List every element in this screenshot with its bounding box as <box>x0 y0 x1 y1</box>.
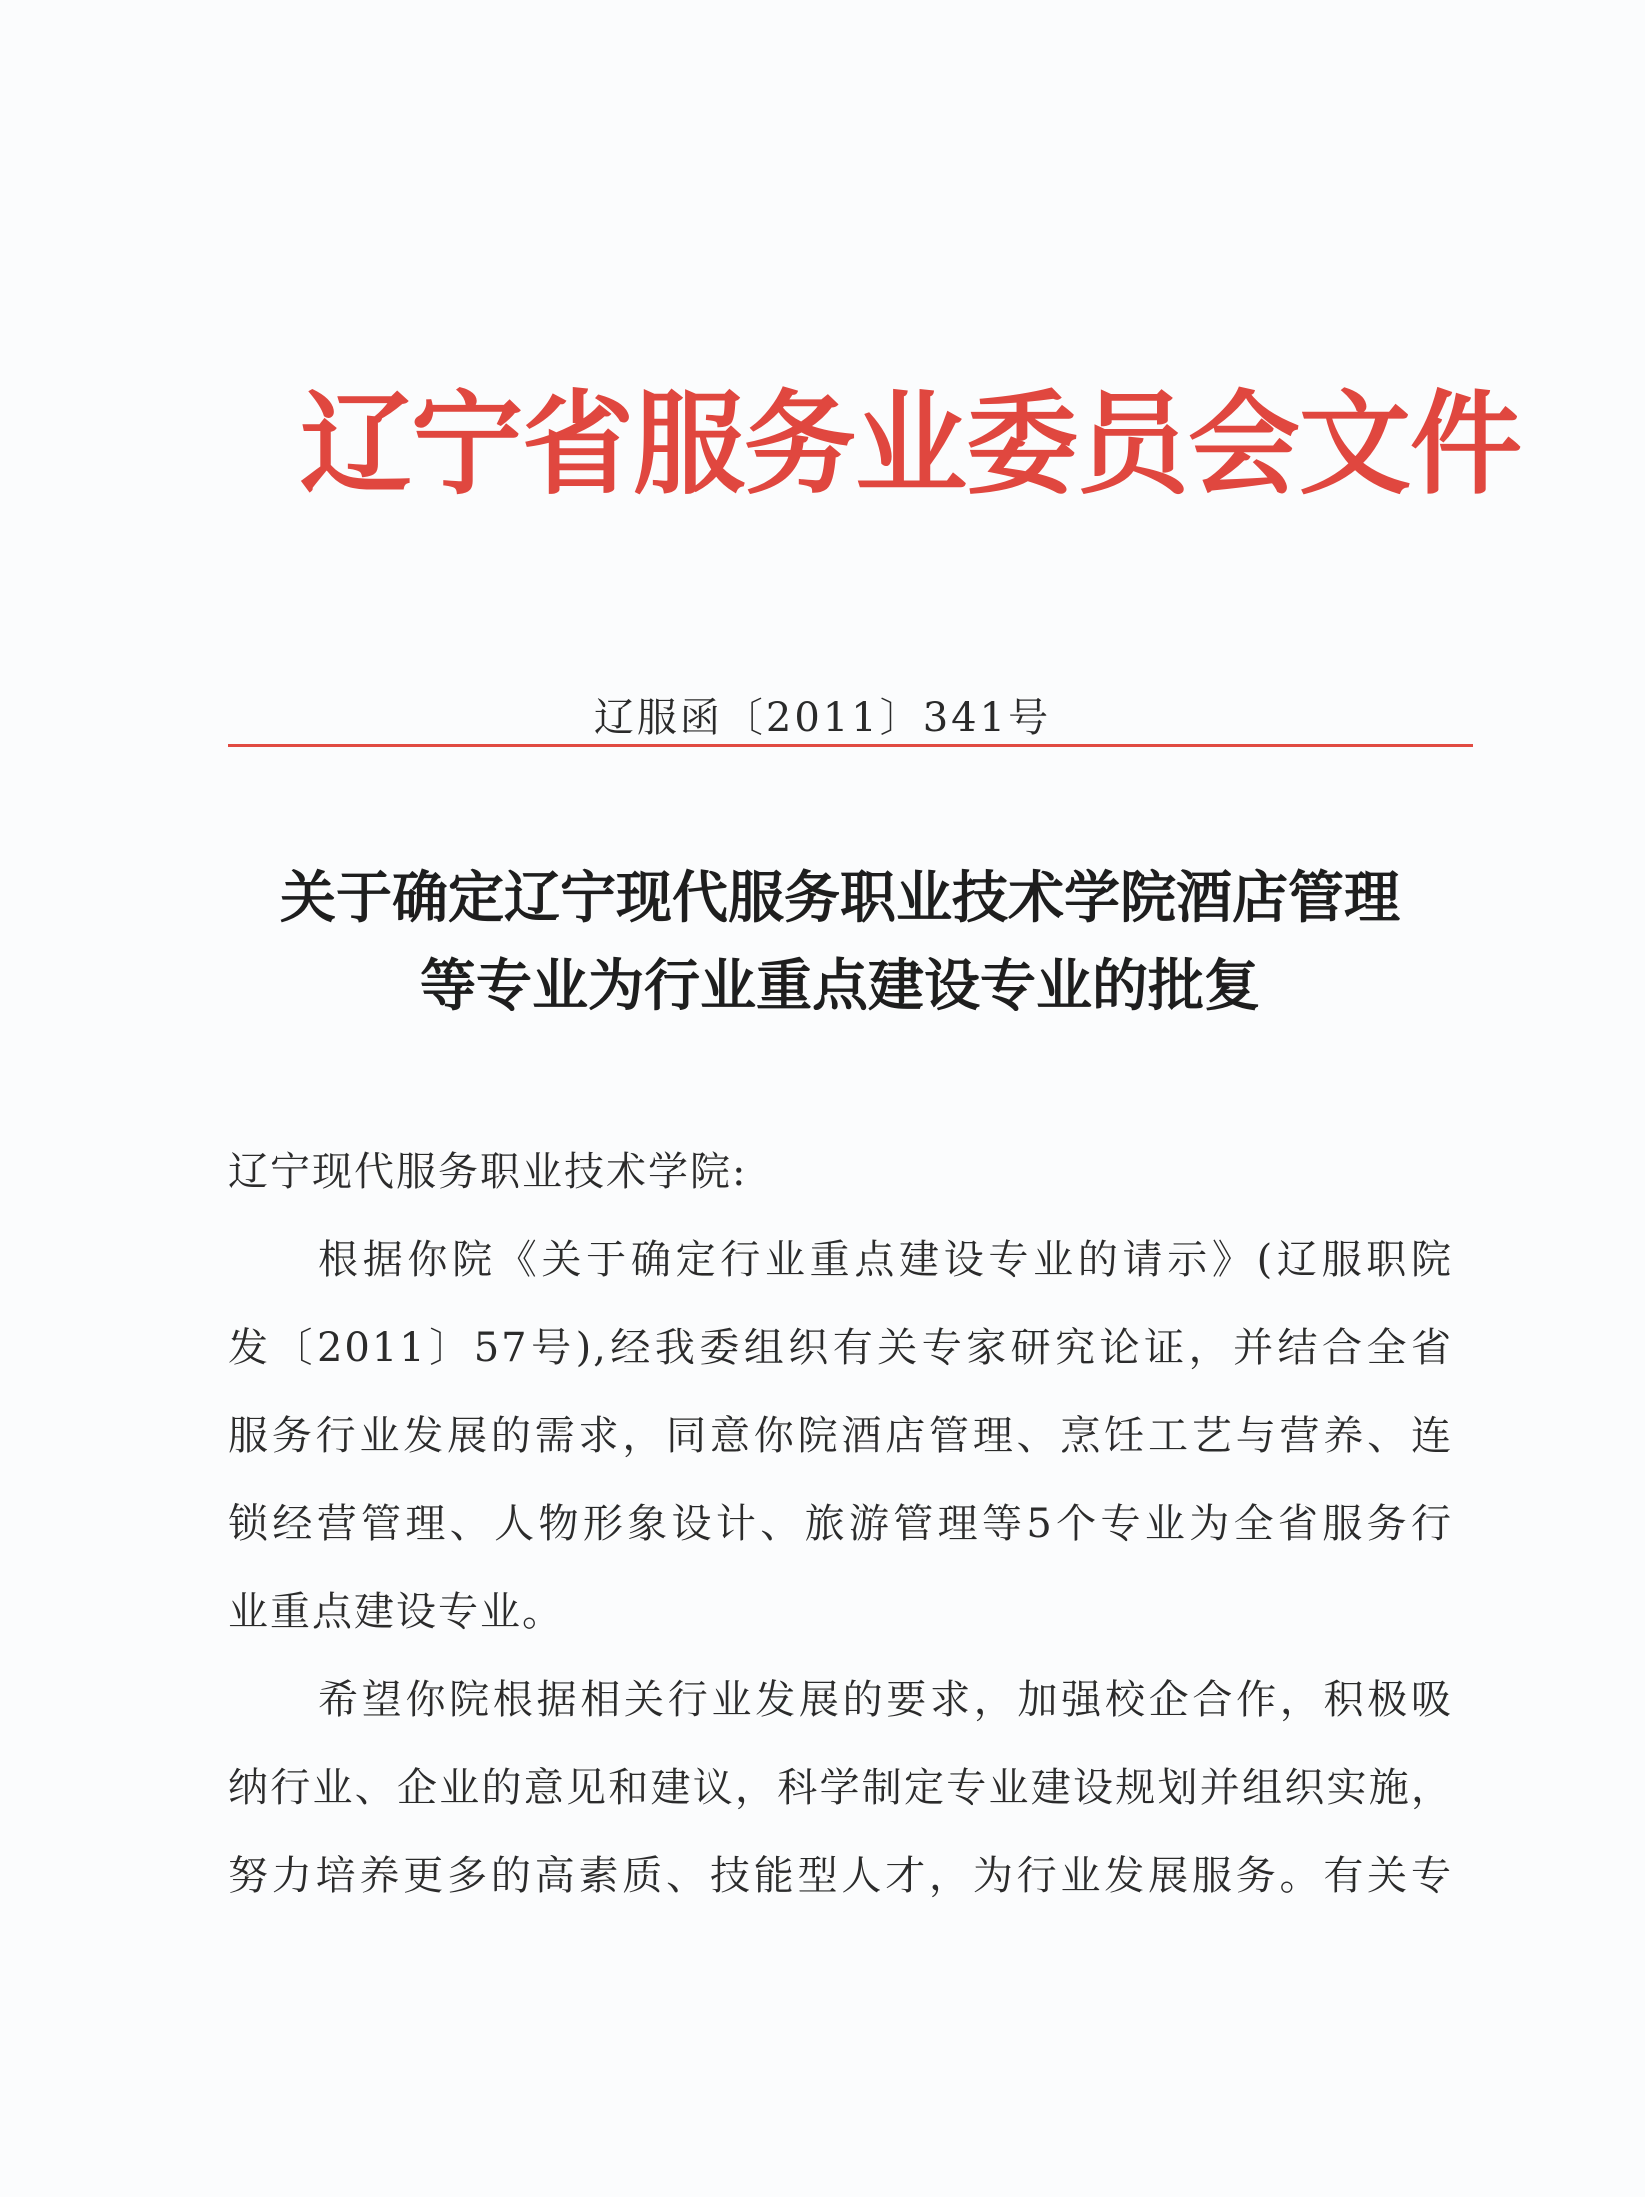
paragraph-2-line-2: 纳行业、企业的意见和建议，科学制定专业建设规划并组织实施， <box>228 1765 1453 1811</box>
paragraph-2-line-1: 希望你院根据相关行业发展的要求，加强校企合作，积极吸 <box>318 1677 1453 1723</box>
paragraph-1-line-3: 服务行业发展的需求，同意你院酒店管理、烹饪工艺与营养、连 <box>228 1413 1453 1459</box>
document-body <box>228 1128 1453 1920</box>
document-title <box>200 855 1480 1031</box>
title-line-2: 等专业为行业重点建设专业的批复 <box>420 954 1260 1019</box>
paragraph-1-line-4: 锁经营管理、人物形象设计、旅游管理等5个专业为全省服务行 <box>228 1501 1453 1547</box>
document-masthead: 辽宁省服务业委员会文件 <box>300 380 1521 510</box>
paragraph-1-line-2: 发〔2011〕57号),经我委组织有关专家研究论证，并结合全省 <box>228 1325 1453 1371</box>
paragraph-1-line-5: 业重点建设专业。 <box>228 1589 564 1635</box>
document-number: 辽服函〔2011〕341号 <box>593 695 1052 741</box>
paragraph-1-line-1: 根据你院《关于确定行业重点建设专业的请示》(辽服职院 <box>318 1237 1453 1283</box>
title-line-1: 关于确定辽宁现代服务职业技术学院酒店管理 <box>280 866 1400 931</box>
salutation: 辽宁现代服务职业技术学院: <box>228 1149 748 1195</box>
paragraph-2-line-3: 努力培养更多的高素质、技能型人才，为行业发展服务。有关专 <box>228 1853 1453 1899</box>
red-divider-line <box>228 744 1473 747</box>
